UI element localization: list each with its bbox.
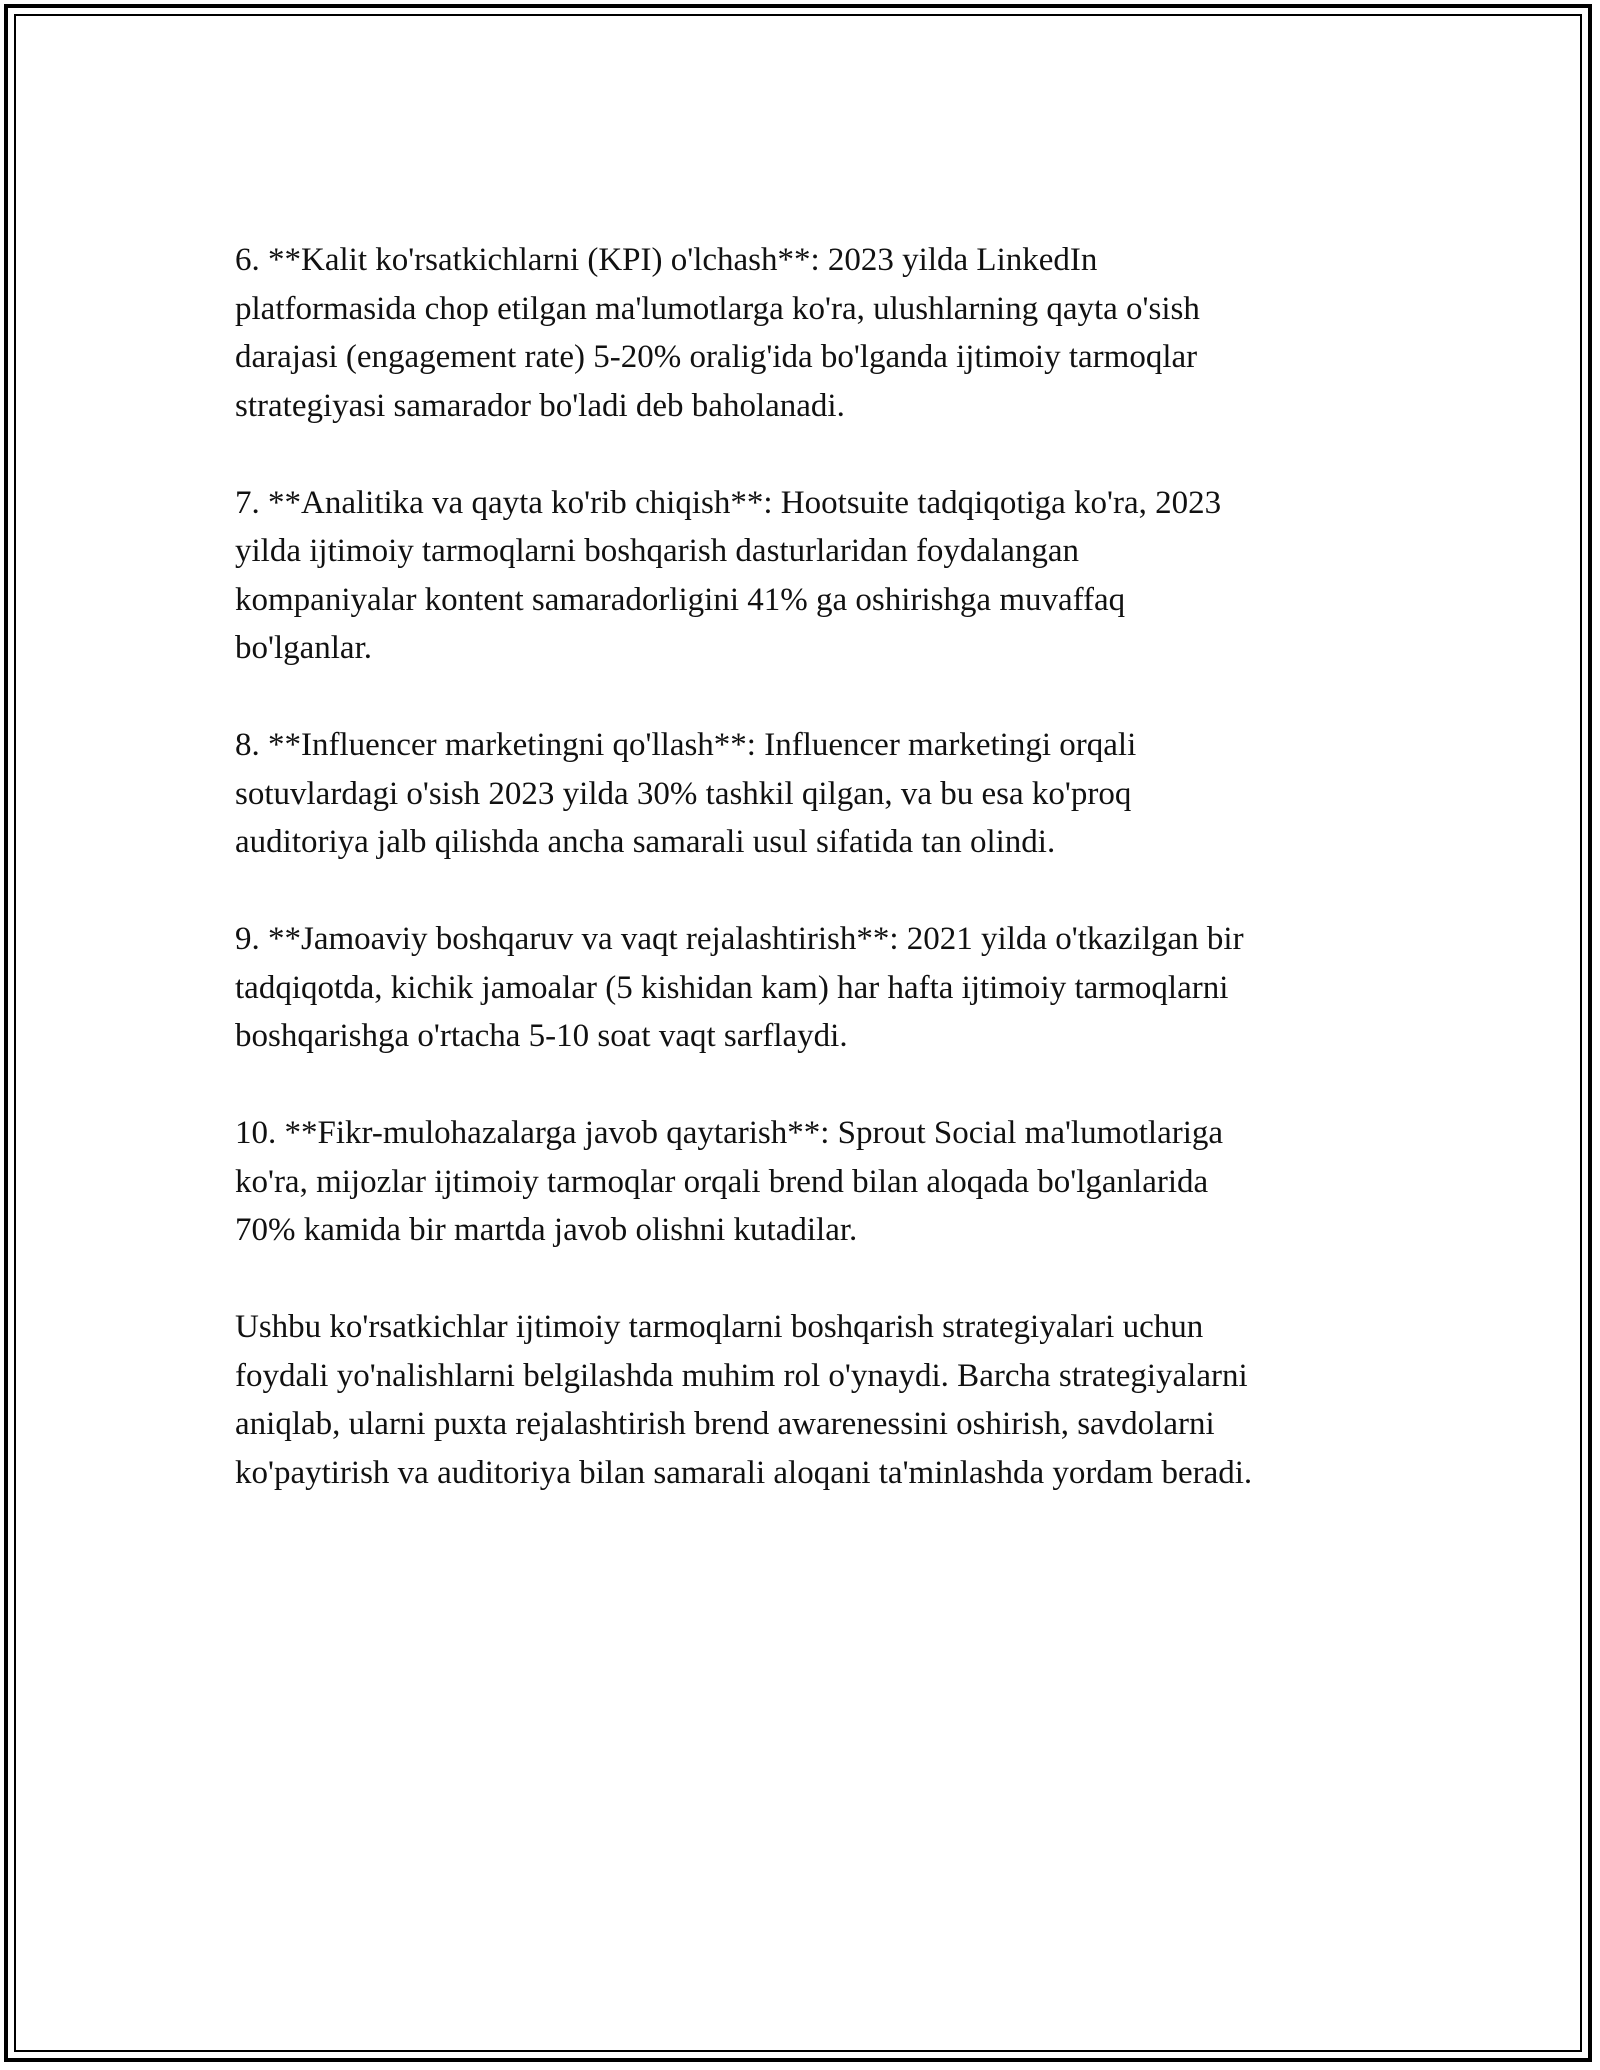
paragraph-analytics: 7. **Analitika va qayta ko'rib chiqish**: Hootsuite tadqiqotiga ko'ra, 2023 yilda ijtimoiy tarmoqlarni boshqarish dasturlaridan foydalangan kompaniyalar kontent samaradorligini 41% ga oshirishga muvaffaq bo'lganlar. <box>235 484 1222 666</box>
paragraph-influencer: 8. **Influencer marketingni qo'llash**: Influencer marketingi orqali sotuvlardagi o'sish 2023 yilda 30% tashkil qilgan, va bu esa ko'proq auditoriya jalb qilishda ancha samarali usul sifatida tan olindi. <box>235 727 1137 860</box>
paragraph-conclusion: Ushbu ko'rsatkichlar ijtimoiy tarmoqlarni boshqarish strategiyalari uchun foydali yo'nalishlarni belgilashda muhim rol o'ynaydi. Barcha strategiyalarni aniqlab, ularni puxta rejalashtirish brend awarenessini oshirish, savdolarni ko'paytirish va auditoriya bilan samarali aloqani ta'minlashda yordam beradi. <box>235 1309 1253 1491</box>
paragraph-kpi: 6. **Kalit ko'rsatkichlarni (KPI) o'lchash**: 2023 yilda LinkedIn platformasida chop etilgan ma'lumotlarga ko'ra, ulushlarning qayta o'sish darajasi (engagement rate) 5-20% oralig'ida bo'lganda ijtimoiy tarmoqlar strategiyasi samarador bo'ladi deb baholanadi. <box>235 242 1200 424</box>
paragraph-feedback: 10. **Fikr-mulohazalarga javob qaytarish**: Sprout Social ma'lumotlariga ko'ra, mijozlar ijtimoiy tarmoqlar orqali brend bilan aloqada bo'lganlarida 70% kamida bir martda javob olishni kutadilar. <box>235 1115 1224 1248</box>
paragraph-team-management: 9. **Jamoaviy boshqaruv va vaqt rejalashtirish**: 2021 yilda o'tkazilgan bir tadqiqotda, kichik jamoalar (5 kishidan kam) har hafta ijtimoiy tarmoqlarni boshqarishga o'rtacha 5-10 soat vaqt sarflaydi. <box>235 921 1244 1054</box>
document-body <box>235 236 1385 1546</box>
